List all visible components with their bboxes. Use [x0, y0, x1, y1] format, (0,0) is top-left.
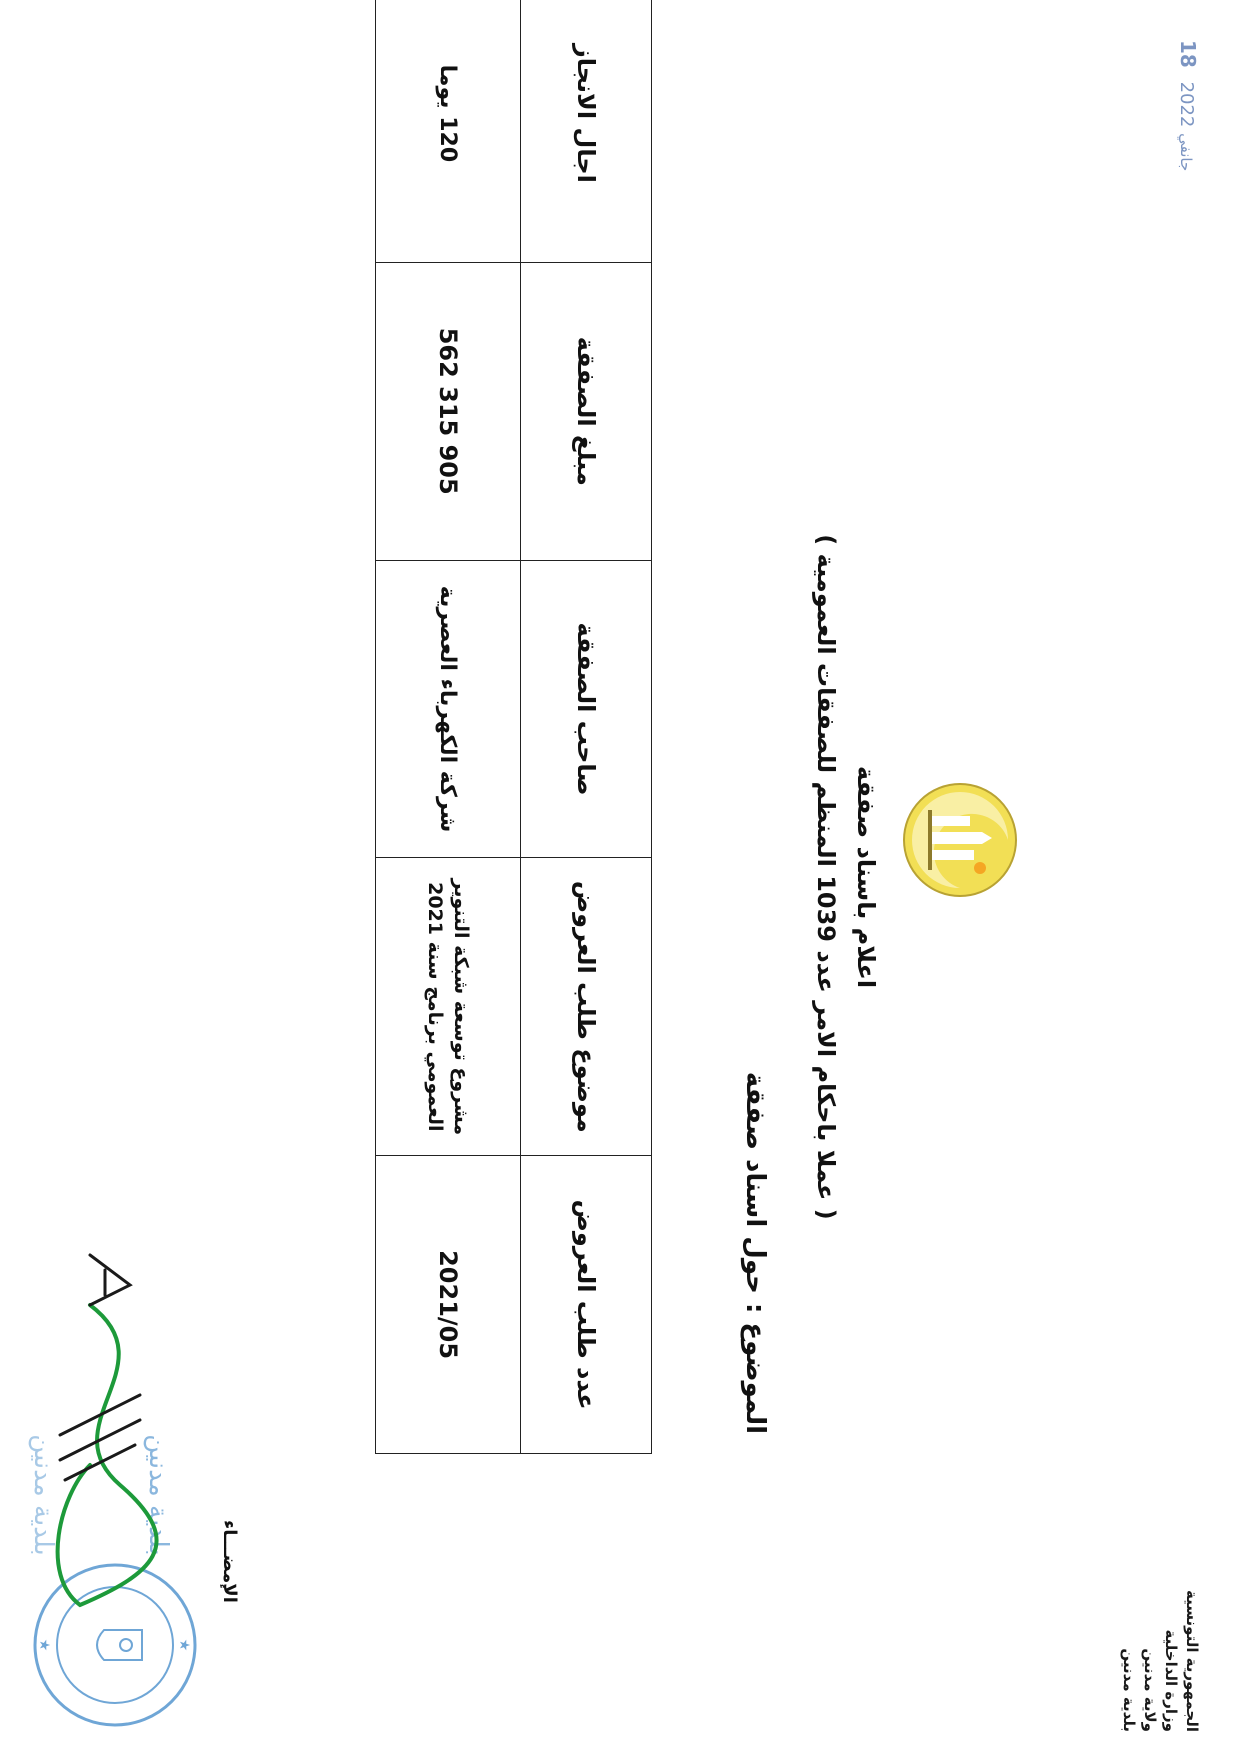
municipality-logo: [900, 780, 1020, 900]
cell-ref: 2021/05: [376, 1156, 521, 1454]
cell-awardee: شركة الكهرباء العصرية: [376, 560, 521, 858]
header-governorate: ولاية مدنين: [1141, 1648, 1159, 1732]
cell-subject: مشروع توسعة شبكة التنوير العمومي برنامج سنة 2021: [376, 858, 521, 1156]
cell-amount: 562 315 905: [376, 262, 521, 560]
svg-text:★: ★: [36, 1638, 52, 1652]
handwritten-signature: [58, 1255, 157, 1605]
header-duration: اجال الانجاز: [521, 0, 652, 262]
header-amount: مبلغ الصفقة: [521, 262, 652, 560]
header-ministry: وزارة الداخلية: [1162, 1629, 1180, 1732]
stamp-line-1: بلدية مدنين: [143, 1434, 173, 1556]
subject-line: الموضوع : حول اسناد صفقة: [740, 1071, 770, 1434]
official-stamp: [0, 1245, 210, 1735]
stamp-day: 18: [1176, 40, 1200, 68]
header-ref: عدد طلب العروض: [521, 1156, 652, 1454]
stamp-month: جانفي: [1177, 133, 1195, 172]
issuer-header: [1118, 1492, 1202, 1732]
signature-label: الإمضـــاء: [219, 1520, 240, 1603]
stamp-year: 2022: [1176, 81, 1197, 128]
header-subject: موضوع طلب العروض: [521, 858, 652, 1156]
header-municipality: بلدية مدنين: [1120, 1648, 1138, 1732]
table-header-row: [521, 0, 652, 1454]
notice-title: اعلام باسناد صفقة: [852, 765, 880, 989]
header-awardee: صاحب الصفقة: [521, 560, 652, 858]
svg-text:★: ★: [176, 1638, 192, 1652]
stamp-text-lines: [28, 1434, 173, 1555]
award-table: [375, 0, 652, 1454]
received-date-stamp: [1176, 40, 1200, 179]
cell-duration: 120 يوما: [376, 0, 521, 262]
table-row: [376, 0, 521, 1454]
notice-subtitle: ( عملا باحكام الامر عدد 1039 المنظم للصفقات العمومية ): [812, 534, 840, 1220]
header-country: الجمهورية التونسية: [1183, 1590, 1201, 1732]
stamp-line-2: بلدية مدنين: [28, 1434, 58, 1556]
